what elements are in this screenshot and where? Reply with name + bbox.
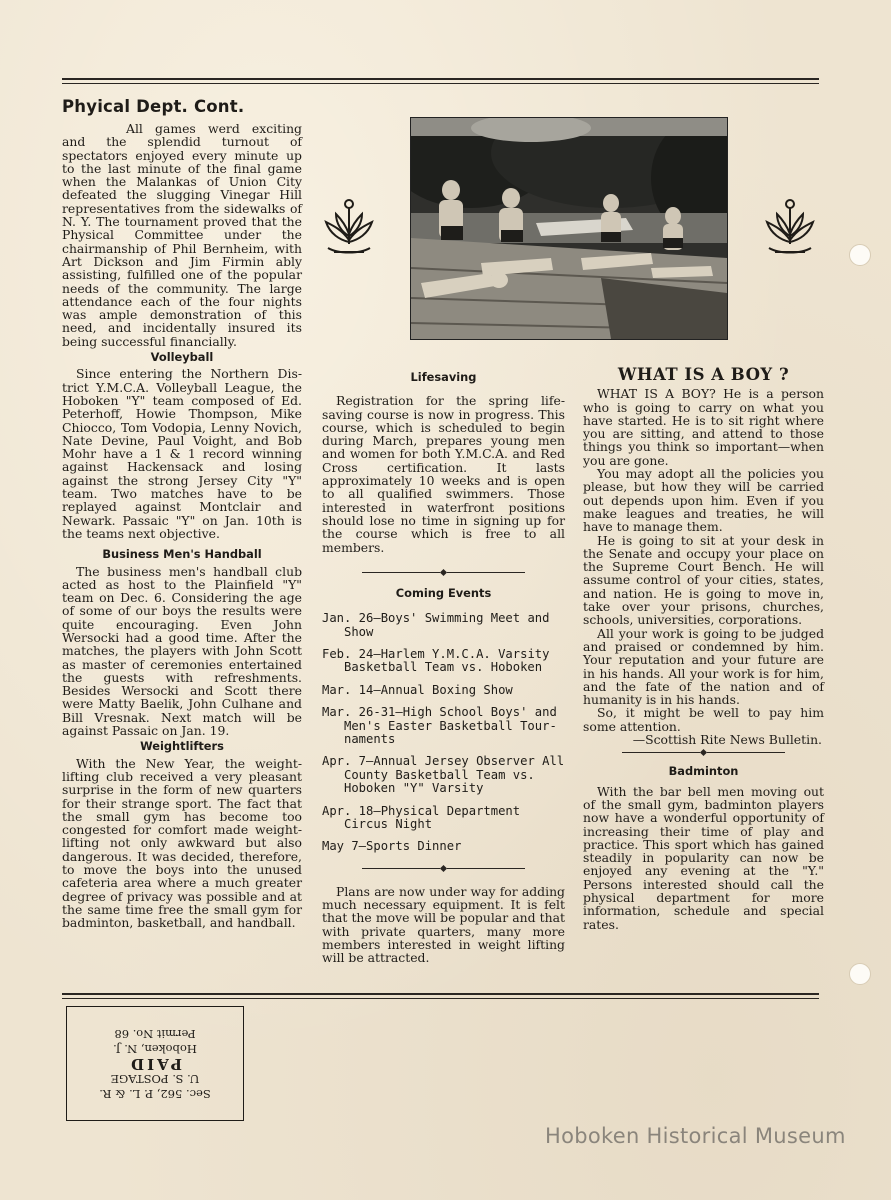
indicia-line: Sec. 562, P. L. & R.	[99, 1087, 211, 1101]
divider	[583, 750, 824, 755]
bottom-rule-thin	[62, 998, 819, 999]
indicia-line: U. S. POSTAGE	[110, 1072, 200, 1086]
left-ornament-icon	[320, 196, 378, 258]
right-ornament-icon	[761, 196, 819, 258]
weightlifters-paragraph: With the New Year, the weightlifting club received a very pleasant surprise in the form of new quarters for their strange sport. The fact that the small gym has become too congested for comfort made weightlifting not only awkward but also dangerous. It was decided, therefore, to move the boys into the unused cafeteria area where a much greater degree of privacy was possible and at the same time free the small gym for badminton, basketball, and handball.	[62, 755, 302, 931]
museum-watermark: Hoboken Historical Museum	[545, 1124, 846, 1148]
list-item: Mar. 26-31—High School Boys' and Men's Easter Basketball Tournaments	[322, 705, 557, 746]
bottom-rule	[62, 993, 819, 995]
list-item: May 7—Sports Dinner	[322, 839, 462, 854]
badminton-heading: Badminton	[668, 764, 739, 779]
intro-paragraph: All games werd exciting and the splendid turnout of spectators enjoyed every minute up to the last minute of the final game when the Malankas of Union City defeated the slugging Vinegar Hill representatives from the sidewalks of N. Y. The tournament proved that the Physical Committee under the chairmanship of Phil Bernheim, with Art Dickson and Jim Firmin ably assisting, fulfilled one of the popular needs of the community. The large attendance each of the four nights was ample demonstration of this need, and incidentally insured its being successful financially.	[62, 121, 302, 349]
indicia-line: Hoboken, N. J.	[113, 1042, 197, 1056]
column-lifesaving-events	[322, 368, 565, 965]
events-list	[322, 612, 565, 854]
list-item: Mar. 14—Annual Boxing Show	[322, 682, 513, 697]
punch-hole-bottom	[849, 963, 871, 985]
boy-paragraph: WHAT IS A BOY? He is a person who is going to carry on what you have started. He is to sit right where you are sitting, and attend to those things you think so important—when you are gone.	[583, 386, 824, 468]
attribution: —Scottish Rite News Bulletin.	[632, 732, 822, 748]
list-item: Apr. 18—Physical Department Circus Night	[322, 803, 521, 832]
top-rule	[62, 78, 819, 80]
divider	[322, 570, 565, 575]
plans-paragraph: Plans are now under way for adding much necessary equipment. It is felt that the move will be popular and that with private quarters, many more members interested in weight lifting will be attracted.	[322, 883, 565, 966]
boy-heading: WHAT IS A BOY ?	[617, 365, 790, 384]
list-item: Jan. 26—Boys' Swimming Meet and Show	[322, 611, 550, 639]
badminton-paragraph: With the bar bell men moving out of the small gym, badminton players now have a wonderful opportunity of increasing their time of play and practice. This sport which has gained steadily in popularity can now be enjoyed any evening at the "Y." Persons interested should call the physical department for more information, schedule and special rates.	[583, 783, 824, 932]
page-title: Phyical Dept. Cont.	[62, 97, 245, 116]
lifesaving-heading: Lifesaving	[410, 370, 477, 384]
list-item: Apr. 7—Annual Jersey Observer All County Basketball Team vs. Hoboken "Y" Varsity	[322, 754, 565, 796]
boy-paragraph: So, it might be well to pay him some attention.	[583, 705, 824, 734]
indicia-line: Permit No. 68	[114, 1027, 196, 1041]
boy-paragraph: You may adopt all the policies you please, but how they will be carried out depends upon him. Even if you make leagues and treaties, he will have to manage them.	[583, 466, 824, 535]
top-rule-thin	[62, 83, 819, 84]
weightlifters-heading: Weightlifters	[140, 739, 224, 754]
boy-paragraph: All your work is going to be judged and praised or condemned by him. Your reputation and your future are in his hands. All your work is for him, and the fate of the nation and of humanity is in his hands.	[583, 625, 824, 708]
volleyball-heading: Volleyball	[150, 350, 214, 365]
volleyball-paragraph: Since entering the Northern District Y.M.C.A. Volleyball League, the Hoboken "Y" team composed of Ed. Peterhoff, Howie Thompson, Mike Chiocco, Tom Vodopia, Lenny Novich, Nate Devine, Paul Voight, and Bob Mohr have a 1 & 1 record winning against Hackensack and losing against the strong Jersey City "Y" team. Two matches have to be replayed against Montclair and Newark. Passaic "Y" on Jan. 10th is the teams next objective.	[62, 366, 302, 541]
postage-indicia	[66, 1006, 244, 1121]
list-item: Feb. 24—Harlem Y.M.C.A. Varsity Basketball Team vs. Hoboken	[322, 646, 550, 675]
coming-events-heading: Coming Events	[395, 585, 492, 600]
lifesaving-photo	[410, 117, 728, 340]
lifesaving-paragraph: Registration for the spring lifesaving course is now in progress. This course, which is scheduled to begin during March, prepares young men and women for both Y.M.C.A. and Red Cross certification. It lasts approximately 10 weeks and is open to all qualified swimmers. Those interested in waterfront positions should lose no time in signing up for the course which is free to all members.	[322, 393, 565, 555]
column-physical-dept	[62, 122, 302, 930]
boy-paragraph: He is going to sit at your desk in the Senate and occupy your place on the Supreme Court Bench. He will assume control of your cities, states, and nation. He is going to move in, take over your prisons, churches, schools, universities, corporations.	[583, 532, 824, 628]
divider	[322, 866, 565, 871]
punch-hole-top	[849, 244, 871, 266]
handball-paragraph: The business men's handball club acted as host to the Plainfield "Y" team on Dec. 6. Considering the age of some of our boys the results were quite encouraging. Even John Wersocki had a good time. After the matches, the players with John Scott as master of ceremonies entertained the guests with refreshments. Besides Wersocki and Scott there were Matty Baelik, John Culhane and Bill Vresnak. Next match will be against Passaic on Jan. 19.	[62, 563, 302, 739]
column-what-is-a-boy	[583, 365, 824, 932]
indicia-paid: PAID	[128, 1055, 182, 1073]
handball-heading: Business Men's Handball	[102, 547, 262, 562]
